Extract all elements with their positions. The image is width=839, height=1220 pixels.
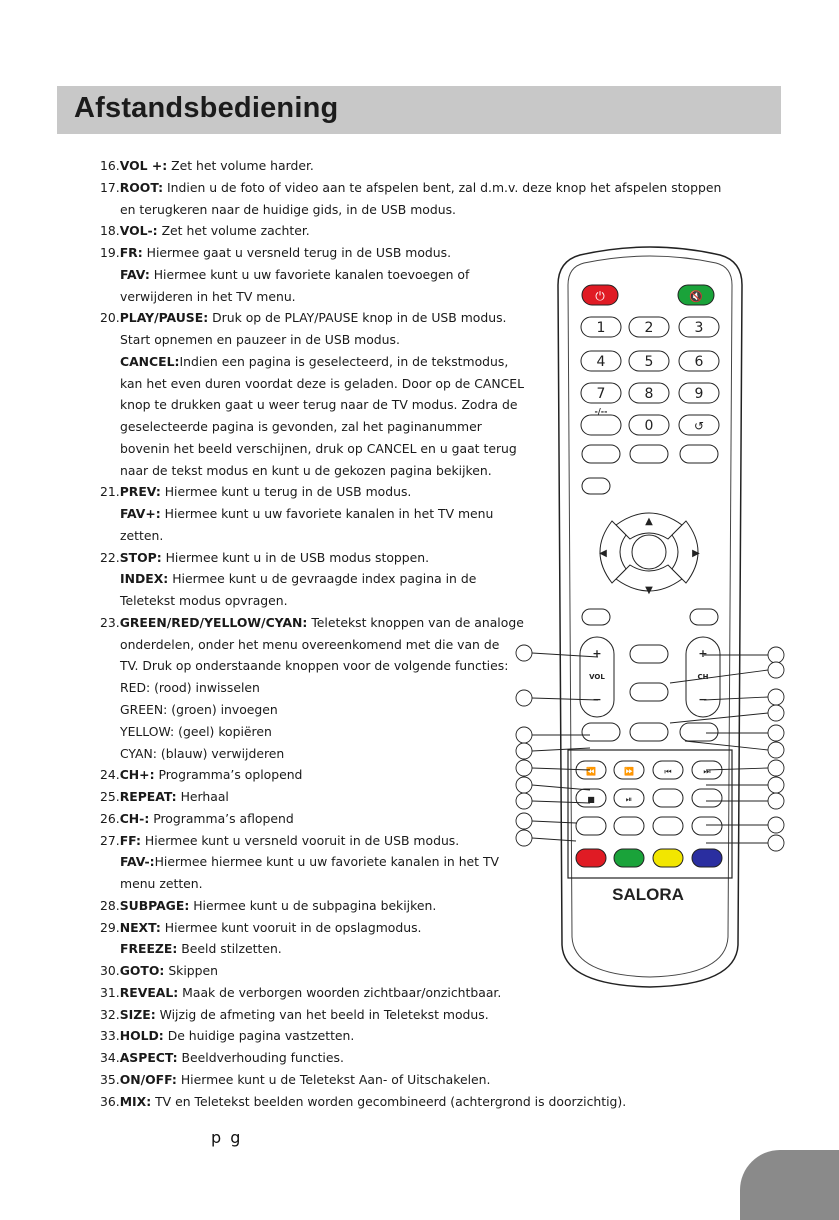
entry-number: 21. <box>100 484 120 500</box>
entry-number: 22. <box>100 549 120 565</box>
media-button <box>653 789 683 807</box>
callout-circle <box>768 835 784 851</box>
entry-text: Maak de verborgen woorden zichtbaar/onzichtbaar. <box>178 984 502 1000</box>
digit-label: 9 <box>694 386 704 402</box>
entry-key: FF: <box>119 832 141 848</box>
entry-line <box>120 702 278 718</box>
svg-text:−: − <box>592 693 602 706</box>
entry-text: Herhaal <box>176 789 229 805</box>
entry-line <box>100 180 721 196</box>
media-button <box>653 817 683 835</box>
entry-text: GREEN: (groen) invoegen <box>120 702 278 717</box>
entry-text: Hiermee hiermee kunt u uw favoriete kanalen in het TV <box>154 854 500 870</box>
entry-number: 36. <box>100 1093 120 1109</box>
entry-text: TV. Druk op onderstaande knoppen voor de volgende functies: <box>120 658 509 674</box>
entry-text: onderdelen, onder het menu overeenkomend met die van de <box>120 636 500 652</box>
digit-label: 3 <box>694 320 704 336</box>
entry-text: RED: (rood) inwisselen <box>120 680 260 696</box>
digit-label: 1 <box>596 320 606 336</box>
entry-line <box>100 1007 489 1023</box>
entry-line <box>100 550 429 566</box>
entry-text: kan het even duren voordat deze is geladen. Door op de CANCEL <box>120 375 525 391</box>
entry-text: Hiermee kunt u in de USB modus stoppen. <box>161 549 430 565</box>
entry-number: 26. <box>100 810 120 826</box>
entry-number: 29. <box>100 919 120 935</box>
entry-text: Indien u de foto of video aan te afspelen bent, zal d.m.v. deze knop het afspelen stoppen <box>163 179 722 195</box>
entry-line <box>120 854 499 870</box>
callout-circle <box>516 777 532 793</box>
entry-line <box>100 789 229 805</box>
entry-line <box>120 332 400 348</box>
svg-text:−: − <box>698 693 708 706</box>
function-button <box>690 609 718 625</box>
entry-text: zetten. <box>120 527 164 543</box>
entry-line <box>100 310 507 326</box>
entry-text: Hiermee kunt u de Teletekst Aan- of Uitschakelen. <box>176 1071 491 1087</box>
stop-icon: ■ <box>587 795 595 804</box>
media-button <box>692 789 722 807</box>
entry-text: Hiermee kunt u terug in de USB modus. <box>160 484 412 500</box>
entry-text: Start opnemen en pauzeer in de USB modus. <box>120 332 400 348</box>
entry-key: STOP: <box>119 549 162 565</box>
entry-key: VOL +: <box>119 158 168 173</box>
entry-number: 16. <box>100 158 120 173</box>
svg-text:🔇: 🔇 <box>689 290 703 303</box>
function-button <box>582 445 620 463</box>
callout-circle <box>516 743 532 759</box>
callout-circle <box>768 725 784 741</box>
digit-label: 8 <box>644 386 654 402</box>
next-icon: ⏭ <box>703 767 711 776</box>
entry-number: 19. <box>100 245 120 261</box>
callout-circle <box>516 813 532 829</box>
entry-text: Zet het volume harder. <box>167 158 314 173</box>
entry-line <box>100 484 411 500</box>
entry-line <box>120 202 456 218</box>
footer-text: p g <box>211 1128 243 1147</box>
yellow-button <box>653 849 683 867</box>
entry-number: 30. <box>100 963 120 979</box>
entry-key: REVEAL: <box>119 984 179 1000</box>
digit-label: 2 <box>644 320 654 336</box>
rewind-icon: ⏪ <box>586 767 596 776</box>
svg-text:⏻: ⏻ <box>595 289 605 303</box>
entry-text: Zet het volume zachter. <box>157 223 310 239</box>
entry-text: Teletekst modus opvragen. <box>120 593 288 609</box>
media-button <box>692 817 722 835</box>
entry-key: VOL-: <box>119 223 158 239</box>
entry-line <box>120 876 203 892</box>
entry-text: Hiermee kunt u uw favoriete kanalen in het TV menu <box>160 506 494 522</box>
entry-text: geselecteerde pagina is gevonden, zal het paginanummer <box>120 419 482 435</box>
svg-text:▶: ▶ <box>692 548 700 559</box>
entry-key: CANCEL: <box>120 353 180 369</box>
entry-text: TV en Teletekst beelden worden gecombineerd (achtergrond is doorzichtig). <box>151 1093 627 1109</box>
function-button <box>582 609 610 625</box>
entry-text: verwijderen in het TV menu. <box>120 288 296 304</box>
entry-line <box>100 245 451 261</box>
function-button <box>630 445 668 463</box>
entry-number: 27. <box>100 832 120 848</box>
svg-text:▲: ▲ <box>645 516 653 527</box>
entry-key: FR: <box>119 245 143 261</box>
entry-number: 35. <box>100 1071 120 1087</box>
callout-circle <box>516 645 532 661</box>
entry-line <box>100 811 294 827</box>
page-number-tab <box>740 1150 839 1220</box>
callout-circle <box>516 690 532 706</box>
ok-button <box>632 535 666 569</box>
entry-line <box>120 441 517 457</box>
entry-text: Hiermee gaat u versneld terug in de USB modus. <box>142 245 452 261</box>
entry-line <box>100 1028 354 1044</box>
remote-control-illustration <box>510 245 790 1005</box>
entry-line <box>120 637 499 653</box>
entry-key: NEXT: <box>119 919 161 935</box>
entry-number: 18. <box>100 223 120 239</box>
entry-line <box>120 941 282 957</box>
entry-number: 33. <box>100 1028 120 1044</box>
digit-label: 6 <box>694 354 704 370</box>
entry-text: Beeld stilzetten. <box>177 941 282 957</box>
callout-circle <box>768 647 784 663</box>
blue-button <box>692 849 722 867</box>
entry-line <box>120 593 288 609</box>
entry-text: CYAN: (blauw) verwijderen <box>120 745 285 761</box>
entry-text: YELLOW: (geel) kopiëren <box>120 723 272 739</box>
svg-text:+: + <box>592 647 602 660</box>
fast-forward-icon: ⏩ <box>624 767 634 776</box>
entry-line <box>100 963 218 979</box>
digit-label: 0 <box>644 418 654 434</box>
entry-key: MIX: <box>119 1093 152 1109</box>
entry-text: Hiermee kunt u uw favoriete kanalen toevoegen of <box>149 266 470 282</box>
callout-circle <box>768 689 784 705</box>
entry-line <box>120 571 476 587</box>
function-button <box>680 445 718 463</box>
entry-line <box>100 158 314 174</box>
play-pause-icon: ⏯ <box>625 795 633 804</box>
entry-key: PREV: <box>119 484 161 500</box>
entry-line <box>100 767 302 783</box>
entry-line <box>120 680 260 696</box>
entry-key: FREEZE: <box>120 941 178 957</box>
entry-key: FAV: <box>120 266 150 282</box>
entry-line <box>120 746 284 762</box>
digit-label: -/-- <box>594 407 608 416</box>
return-icon: ↺ <box>693 419 705 433</box>
entry-text: Wijzig de afmeting van het beeld in Teletekst modus. <box>155 1006 489 1022</box>
entry-key: GOTO: <box>119 963 165 979</box>
entry-key: PLAY/PAUSE: <box>119 310 209 326</box>
entry-text: Beeldverhouding functies. <box>177 1050 344 1066</box>
function-button <box>582 478 610 494</box>
entry-line <box>100 920 422 936</box>
entry-line <box>120 463 492 479</box>
brand-logo: SALORA <box>612 885 684 904</box>
entry-text: Teletekst knoppen van de analoge <box>307 614 524 630</box>
callout-circle <box>768 793 784 809</box>
entry-number: 28. <box>100 897 120 913</box>
entry-number: 20. <box>100 310 120 326</box>
entry-number: 32. <box>100 1006 120 1022</box>
entry-text: Hiermee kunt u de subpagina bekijken. <box>189 897 437 913</box>
entry-line <box>100 1050 344 1066</box>
callout-circle <box>768 705 784 721</box>
entry-number: 17. <box>100 179 120 195</box>
entry-text: Hiermee kunt u de gevraagde index pagina in de <box>168 571 477 587</box>
media-button <box>614 817 644 835</box>
callout-circle <box>768 760 784 776</box>
entry-line <box>100 1072 490 1088</box>
entry-key: ON/OFF: <box>119 1071 177 1087</box>
entry-number: 34. <box>100 1050 120 1066</box>
entry-line <box>100 1094 626 1110</box>
entry-line <box>120 419 482 435</box>
red-button <box>576 849 606 867</box>
entry-line <box>120 528 163 544</box>
entry-text: bovenin het beeld verschijnen, druk op CANCEL en u gaat terug <box>120 440 517 456</box>
entry-line <box>100 985 501 1001</box>
callout-circle <box>768 662 784 678</box>
entry-text: Skippen <box>164 963 219 979</box>
digit-label: 7 <box>596 386 606 402</box>
entry-text: De huidige pagina vastzetten. <box>163 1028 355 1044</box>
callout-circle <box>516 830 532 846</box>
entry-key: CH+: <box>119 767 155 783</box>
callout-circle <box>516 793 532 809</box>
entry-line <box>120 506 493 522</box>
entry-key: FAV-: <box>120 854 155 870</box>
entry-number: 23. <box>100 614 120 630</box>
entry-line <box>100 223 310 239</box>
entry-line <box>100 833 459 849</box>
entry-key: ROOT: <box>119 179 164 195</box>
callout-circle <box>768 777 784 793</box>
entry-text: Hiermee kunt u versneld vooruit in de USB modus. <box>140 832 460 848</box>
entry-line <box>120 397 518 413</box>
page-header <box>57 86 781 134</box>
digit-label: 5 <box>644 354 654 370</box>
entry-number: 25. <box>100 789 120 805</box>
entry-text: Programma’s oplopend <box>154 767 303 783</box>
svg-text:CH: CH <box>697 673 709 681</box>
entry-text: naar de tekst modus en kunt u de gekozen pagina bekijken. <box>120 462 492 478</box>
digit-label: 4 <box>596 354 606 370</box>
entry-line <box>120 289 296 305</box>
green-button <box>614 849 644 867</box>
entry-key: FAV+: <box>120 506 161 522</box>
callout-circle <box>516 760 532 776</box>
entry-key: REPEAT: <box>119 789 177 805</box>
entry-number: 31. <box>100 984 120 1000</box>
svg-text:VOL: VOL <box>589 673 605 681</box>
svg-text:◀: ◀ <box>599 548 607 559</box>
entry-text: Hiermee kunt vooruit in de opslagmodus. <box>160 919 422 935</box>
entry-number: 24. <box>100 767 120 783</box>
entry-text: knop te drukken gaat u weer terug naar de TV modus. Zodra de <box>120 397 518 413</box>
digit-button <box>581 415 621 435</box>
entry-line <box>100 898 436 914</box>
prev-icon: ⏮ <box>664 767 672 776</box>
entry-line <box>100 615 524 631</box>
callout-circle <box>768 817 784 833</box>
entry-text: Indien een pagina is geselecteerd, in de tekstmodus, <box>179 353 509 369</box>
callout-circle <box>516 727 532 743</box>
entry-key: GREEN/RED/YELLOW/CYAN: <box>119 614 308 630</box>
entry-text: menu zetten. <box>120 876 203 892</box>
entry-text: Programma’s aflopend <box>149 810 294 826</box>
media-button <box>576 817 606 835</box>
entry-text: en terugkeren naar de huidige gids, in de USB modus. <box>120 201 456 217</box>
entry-key: SIZE: <box>119 1006 156 1022</box>
entry-key: INDEX: <box>120 571 169 587</box>
entry-line <box>120 658 508 674</box>
entry-key: HOLD: <box>119 1028 164 1044</box>
entry-line <box>120 376 524 392</box>
entry-line <box>120 354 508 370</box>
entry-text: Druk op de PLAY/PAUSE knop in de USB modus. <box>208 310 507 326</box>
entry-key: SUBPAGE: <box>119 897 190 913</box>
svg-text:+: + <box>698 647 708 660</box>
svg-text:▼: ▼ <box>645 585 653 596</box>
entry-key: CH-: <box>119 810 150 826</box>
page-title: Afstandsbediening <box>74 92 339 124</box>
entry-key: ASPECT: <box>119 1050 178 1066</box>
entry-line <box>120 267 469 283</box>
entry-line <box>120 724 272 740</box>
callout-circle <box>768 742 784 758</box>
